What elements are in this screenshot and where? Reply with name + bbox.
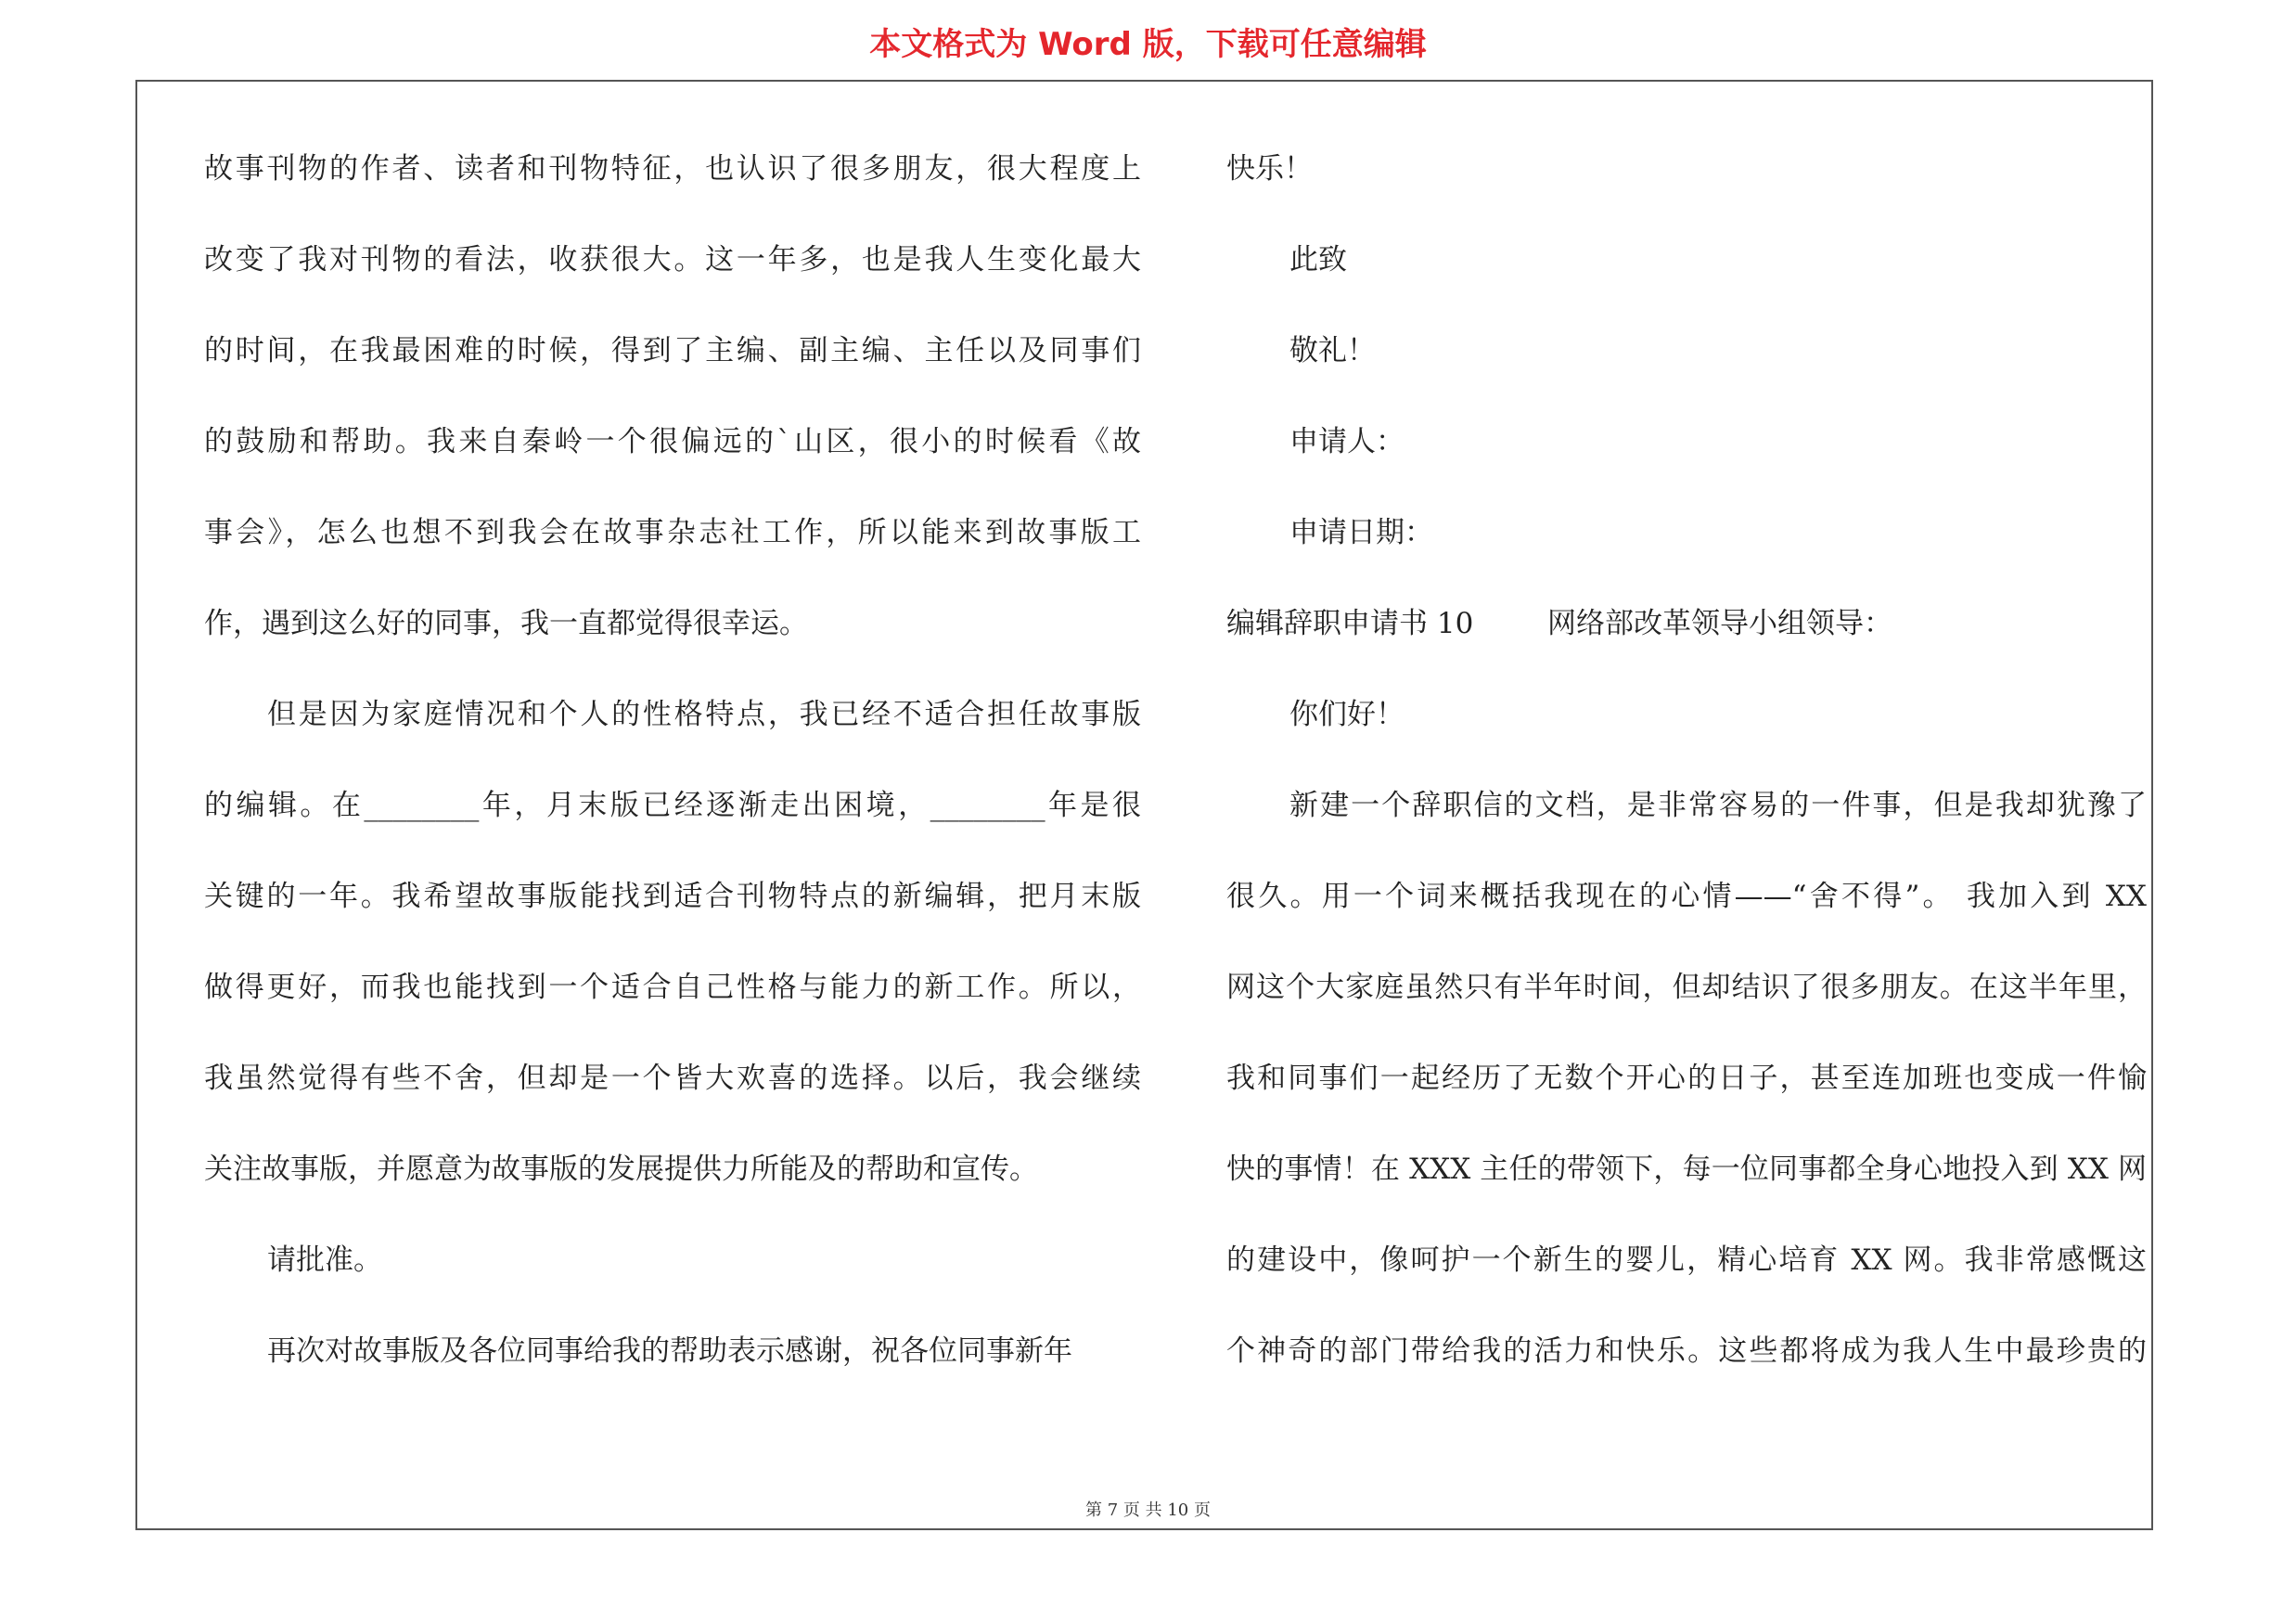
paragraph-line: 的编辑。在________年，月末版已经逐渐走出困境，________年是很 [204,789,1141,822]
recipient-line: 网络部改革领导小组领导： [1547,607,1892,640]
paragraph-line: 快乐！ [1226,152,1313,186]
left-column [204,123,1141,1397]
paragraph-line: 故事刊物的作者、读者和刊物特征，也认识了很多朋友，很大程度上 [204,152,1141,186]
paragraph-line: 关键的一年。我希望故事版能找到适合刊物特点的新编辑，把月末版 [204,880,1141,913]
paragraph-line: 快的事情！在 XXX 主任的带领下，每一位同事都全身心地投入到 XX 网 [1226,1153,2147,1186]
paragraph-line: 的鼓励和帮助。我来自秦岭一个很偏远的`山区，很小的时候看《故 [204,425,1141,458]
paragraph-line: 事会》，怎么也想不到我会在故事杂志社工作，所以能来到故事版工 [204,516,1141,549]
date-label: 申请日期： [1289,516,1433,549]
paragraph-line: 的建设中，像呵护一个新生的婴儿，精心培育 XX 网。我非常感慨这 [1226,1243,2147,1277]
paragraph-line: 请批准。 [267,1243,382,1277]
paragraph-line: 的时间，在我最困难的时候，得到了主编、副主编、主任以及同事们 [204,334,1141,367]
paragraph-line: 个神奇的部门带给我的活力和快乐。这些都将成为我人生中最珍贵的 [1226,1334,2147,1368]
applicant-label: 申请人： [1289,425,1405,458]
paragraph-line: 作，遇到这么好的同事，我一直都觉得很幸运。 [204,607,808,640]
paragraph-line: 但是因为家庭情况和个人的性格特点，我已经不适合担任故事版 [267,698,1141,731]
paragraph-line: 再次对故事版及各位同事给我的帮助表示感谢，祝各位同事新年 [267,1334,1072,1368]
section-heading-line [1226,578,2147,669]
closing-salutation: 此致 [1289,243,1347,277]
closing-regards: 敬礼！ [1289,334,1376,367]
section-title: 编辑辞职申请书 10 [1226,607,1474,640]
format-banner: 本文格式为 Word 版，下载可任意编辑 [869,26,1427,63]
paragraph-line: 我虽然觉得有些不舍，但却是一个皆大欢喜的选择。以后，我会继续 [204,1062,1141,1095]
paragraph-line: 我和同事们一起经历了无数个开心的日子，甚至连加班也变成一件愉 [1226,1062,2147,1095]
paragraph-line: 做得更好，而我也能找到一个适合自己性格与能力的新工作。所以， [204,971,1141,1004]
page-number-footer: 第 7 页 共 10 页 [1085,1501,1211,1520]
paragraph-line: 网这个大家庭虽然只有半年时间，但却结识了很多朋友。在这半年里， [1226,971,2147,1004]
paragraph-line: 改变了我对刊物的看法，收获很大。这一年多，也是我人生变化最大 [204,243,1141,277]
greeting: 你们好！ [1289,698,1405,731]
right-column [1226,123,2147,1397]
paragraph-line: 关注故事版，并愿意为故事版的发展提供力所能及的帮助和宣传。 [204,1153,1038,1186]
paragraph-line: 新建一个辞职信的文档，是非常容易的一件事，但是我却犹豫了 [1289,789,2147,822]
paragraph-line: 很久。用一个词来概括我现在的心情——“舍不得”。 我加入到 XX [1226,880,2147,913]
